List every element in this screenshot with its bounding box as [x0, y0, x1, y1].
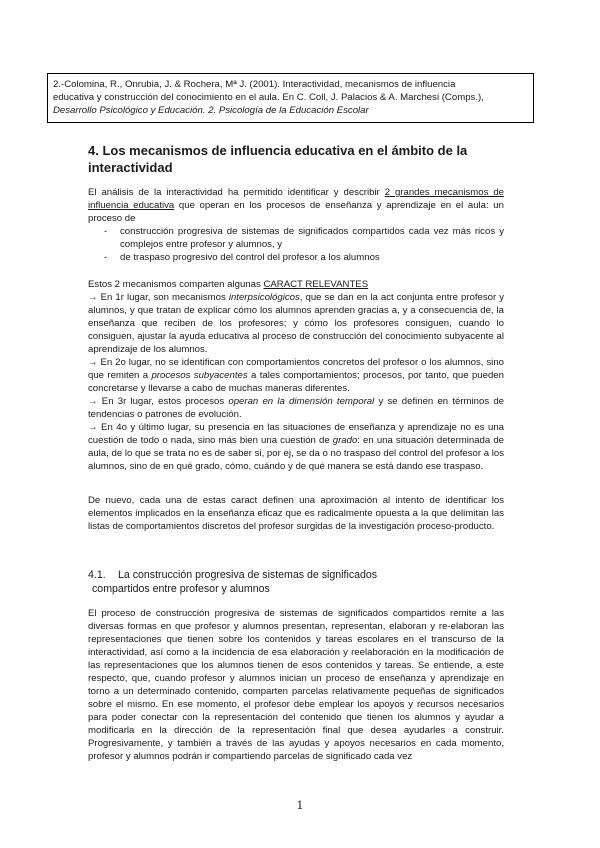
- subsection-title: [88, 568, 504, 596]
- section-title: 4. Los mecanismos de influencia educativa en el ámbito de la interactividad: [88, 143, 468, 175]
- features-lead-text: Estos 2 mecanismos comparten algunas: [88, 279, 264, 290]
- feature-4-italic: grado: [332, 435, 358, 446]
- intro-paragraph: [88, 186, 504, 264]
- features-lead: [88, 278, 504, 291]
- features-lead-highlight: CARACT RELEVANTES: [263, 279, 369, 290]
- page-number: 1: [296, 799, 304, 812]
- feature-1: [88, 291, 504, 356]
- feature-3-rest: y se definen en términos de tendencias o patrones de evolución.: [88, 396, 504, 420]
- feature-1-italic: interpsicológicos: [228, 292, 300, 303]
- body-paragraph: El proceso de construcción progresiva de sistemas de significados compartidos remite a las diversas formas en que profesor y alumnos presentan, representan, elaboran y re-elaboran las representaciones que tienen sobre los contenidos y tareas escolares en el transcurso de la interactividad, así como a la incidencia de esa elaboración y reelaboración en la modificación de las representaciones que los alumnos tienen de esos contenidos y tareas. Se entiende, a este respecto, que, cuando profesor y alumnos inician un proceso de enseñanza y aprendizaje en torno a un determinado contenido, comparten parcelas relativamente pequeñas de significados sobre el mismo. En ese momento, el profesor debe emplear los apoyos y recursos necesarios para poder conectar con la representación del contenido que tienen los alumnos y ayudar a modificarla en la dirección de la representación final que desea ayudarles a construir. Progresivamente, y también a través de las ayudas y apoyos necesarios en cada momento, profesor y alumnos podrán ir compartiendo parcelas de significado cada vez: [88, 608, 504, 762]
- mechanism-item-2: - de traspaso progresivo del control del profesor a los alumnos: [88, 251, 504, 264]
- subsection-title-line-2: compartidos entre profesor y alumnos: [92, 583, 270, 595]
- mechanism-list: [88, 225, 504, 264]
- feature-4: [88, 421, 504, 473]
- subsection-title-line-1: La construcción progresiva de sistemas de significados: [118, 569, 378, 581]
- feature-4-rest: : en una situación determinada de aula, de lo que se trata no es de saber si, por ej, se da o no traspaso del control del profesor a los alumnos, sino de en qué grado, cómo, cuándo y de qué manera se está dando ese traspaso.: [88, 435, 504, 472]
- mechanism-item-1: - construcción progresiva de sistemas de significados compartidos cada vez más ricos y complejos entre profesor y alumnos, y: [88, 225, 504, 251]
- feature-3: [88, 395, 504, 421]
- feature-4-text: → En 4o y último lugar, su presencia en las situaciones de enseñanza y aprendizaje no es una cuestión de todo o nada, sino más bien una cuestión de: [88, 422, 504, 446]
- feature-2-rest: a tales comportamientos; procesos, por tanto, que pueden concretarse y llevarse a cabo de muchas maneras diferentes.: [88, 370, 504, 394]
- feature-2-text: → En 2o lugar, no se identifican con comportamientos concretos del profesor o los alumnos, sino que remiten a: [88, 357, 504, 381]
- summary-paragraph: De nuevo, cada una de estas caract definen una aproximación al intento de identificar los elementos implicados en la enseñanza eficaz que es radicalmente opuesta a la que delimitan las listas de comportamientos discretos del profesor surgidas de la investigación proceso-producto.: [88, 495, 504, 532]
- intro-text-before: El análisis de la interactividad ha permitido identificar y describir: [88, 187, 385, 198]
- intro-highlight: 2 grandes mecanismos de influencia educativa: [88, 187, 504, 211]
- intro-text-after: que operan en los procesos de enseñanza y aprendizaje en el aula: un proceso de: [88, 200, 504, 224]
- feature-3-text: → En 3r lugar, estos procesos: [88, 396, 229, 407]
- feature-2: [88, 356, 504, 395]
- reference-box: [47, 73, 534, 123]
- reference-line-1: 2.-Colomina, R., Onrubia, J. & Rochera, Mª J. (2001). Interactividad, mecanismos de influencia: [53, 79, 456, 90]
- feature-2-italic: procesos subyacentes: [151, 370, 248, 381]
- reference-line-2: educativa y construcción del conocimiento en el aula. En C. Coll, J. Palacios & A. Marchesi (Comps.),: [53, 92, 484, 103]
- feature-3-italic: operan en la dimensión temporal: [228, 396, 375, 407]
- feature-1-text: → En 1r lugar, son mecanismos: [88, 292, 229, 303]
- feature-1-rest: , que se dan en la act conjunta entre profesor y alumnos, y que tratan de explicar cómo los alumnos aprenden gracias a, y a consecuencia de, la enseñanza que reciben de los profesores; y cómo los profesores consiguen, cuando lo consiguen, ajustar la ayuda educativa al proceso de construcción del conocimiento subyacente al aprendizaje de los alumnos.: [88, 292, 504, 355]
- features-block: [88, 278, 504, 473]
- reference-line-3: Desarrollo Psicológico y Educación. 2. Psicología de la Educación Escolar: [53, 105, 369, 116]
- subsection-number: 4.1.: [88, 569, 106, 581]
